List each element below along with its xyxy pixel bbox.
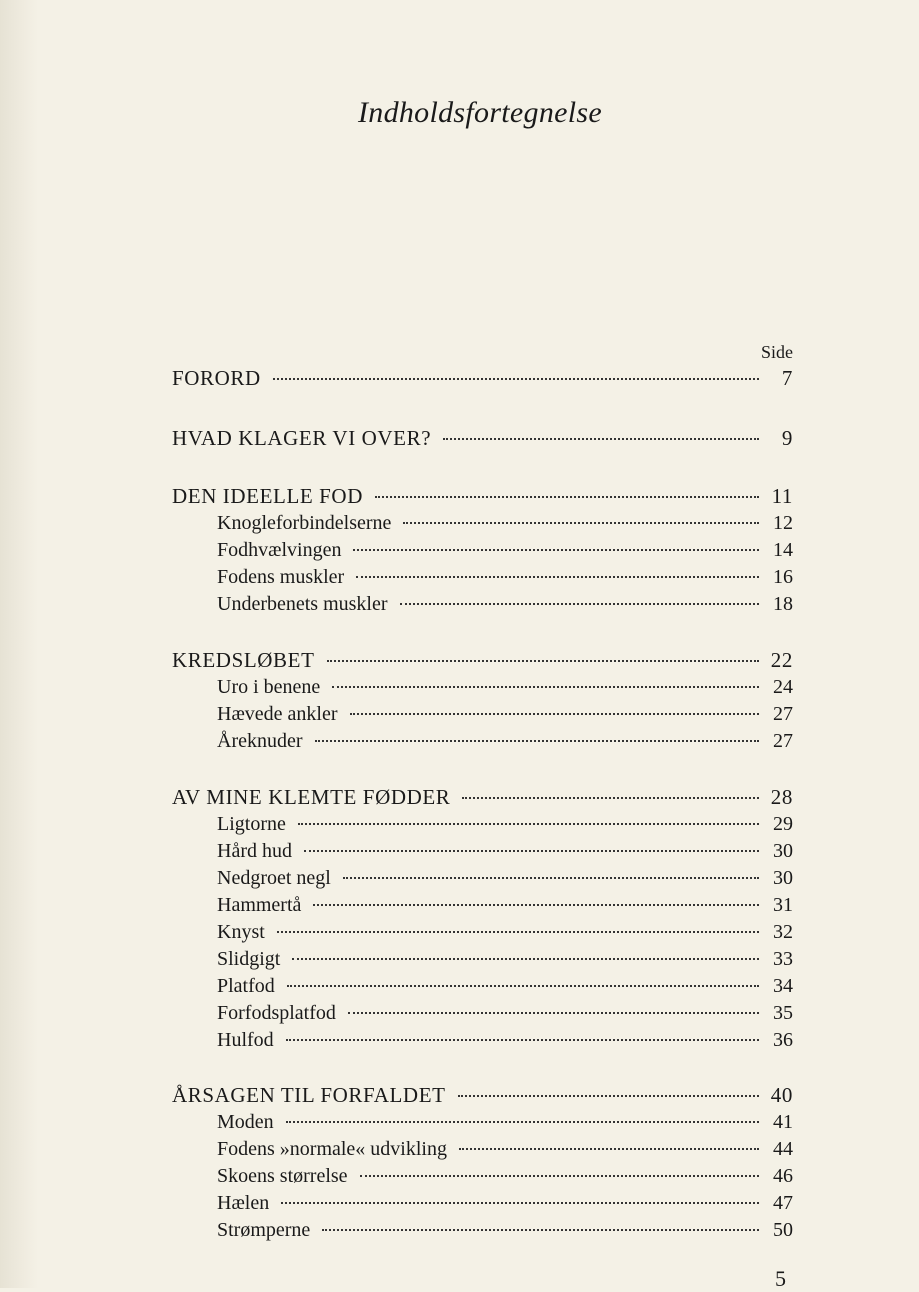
toc-entry-label: Slidgigt	[217, 948, 281, 970]
dot-leader	[360, 1175, 759, 1177]
toc-entry-page: 30	[773, 867, 793, 889]
toc-entry-label: Strømperne	[217, 1219, 311, 1241]
toc-section-entry	[217, 509, 793, 537]
toc-entry-label: HVAD KLAGER VI OVER?	[172, 426, 432, 450]
toc-entry-page: 44	[773, 1138, 793, 1160]
toc-section-entry	[217, 1135, 793, 1163]
toc-entry-page: 11	[771, 484, 793, 508]
toc-entry-label: Skoens størrelse	[217, 1165, 348, 1187]
toc-section-entry	[217, 673, 793, 701]
toc-entry-page: 24	[773, 676, 793, 698]
toc-entry-label: Knogleforbindelserne	[217, 512, 392, 534]
toc-entry-label: Hævede ankler	[217, 703, 338, 725]
toc-chapter-entry	[172, 646, 793, 674]
toc-entry-page: 50	[773, 1219, 793, 1241]
toc-chapter-entry	[172, 364, 793, 392]
toc-entry-label: Fodens muskler	[217, 566, 345, 588]
toc-entry-page: 12	[773, 512, 793, 534]
toc-entry-page: 16	[773, 566, 793, 588]
dot-leader	[403, 522, 759, 524]
toc-entry-page: 47	[773, 1192, 793, 1214]
toc-section-entry	[217, 999, 793, 1027]
toc-entry-page: 22	[770, 648, 793, 672]
dot-leader	[356, 576, 759, 578]
toc-entry-label: Platfod	[217, 975, 275, 997]
toc-section-entry	[217, 700, 793, 728]
dot-leader	[304, 850, 759, 852]
toc-section-entry	[217, 918, 793, 946]
dot-leader	[343, 877, 759, 879]
toc-entry-page: 29	[773, 813, 793, 835]
toc-entry-page: 7	[781, 366, 793, 390]
toc-entry-label: DEN IDEELLE FOD	[172, 484, 363, 508]
dot-leader	[400, 603, 759, 605]
toc-entry-label: Hælen	[217, 1192, 270, 1214]
toc-entry-label: Hård hud	[217, 840, 292, 862]
toc-section-entry	[217, 1189, 793, 1217]
toc-section-entry	[217, 590, 793, 618]
toc-chapter-entry	[172, 482, 793, 510]
toc-entry-page: 31	[773, 894, 793, 916]
toc-entry-label: Forfodsplatfod	[217, 1002, 336, 1024]
toc-section-entry	[217, 563, 793, 591]
dot-leader	[443, 438, 759, 440]
dot-leader	[332, 686, 759, 688]
page-number: 5	[775, 1266, 786, 1291]
dot-leader	[313, 904, 759, 906]
toc-entry-page: 33	[773, 948, 793, 970]
toc-entry-label: Knyst	[217, 921, 265, 943]
toc-section-entry	[217, 1216, 793, 1244]
dot-leader	[458, 1095, 759, 1097]
toc-entry-label: Underbenets muskler	[217, 593, 388, 615]
toc-entry-page: 46	[773, 1165, 793, 1187]
dot-leader	[286, 1121, 759, 1123]
toc-entry-page: 35	[773, 1002, 793, 1024]
toc-section-entry	[217, 1026, 793, 1054]
dot-leader	[287, 985, 759, 987]
dot-leader	[462, 797, 759, 799]
toc-entry-label: Fodhvælvingen	[217, 539, 342, 561]
toc-entry-page: 41	[773, 1111, 793, 1133]
toc-entry-label: FORORD	[172, 366, 261, 390]
toc-entry-label: AV MINE KLEMTE FØDDER	[172, 785, 451, 809]
toc-entry-page: 36	[773, 1029, 793, 1051]
toc-section-entry	[217, 837, 793, 865]
dot-leader	[375, 496, 759, 498]
dot-leader	[292, 958, 759, 960]
toc-entry-label: Nedgroet negl	[217, 867, 331, 889]
toc-section-entry	[217, 1108, 793, 1136]
toc-section-entry	[217, 810, 793, 838]
toc-entry-label: Fodens »normale« udvikling	[217, 1138, 447, 1160]
toc-section-entry	[217, 864, 793, 892]
toc-entry-label: Moden	[217, 1111, 274, 1133]
toc-entry-page: 40	[770, 1083, 793, 1107]
dot-leader	[273, 378, 759, 380]
toc-entry-label: Åreknuder	[217, 730, 303, 752]
toc-entry-label: Hammertå	[217, 894, 302, 916]
dot-leader	[327, 660, 760, 662]
toc-chapter-entry	[172, 424, 793, 452]
toc-section-entry	[217, 1162, 793, 1190]
dot-leader	[281, 1202, 759, 1204]
toc-entry-label: Uro i benene	[217, 676, 321, 698]
toc-chapter-entry	[172, 783, 793, 811]
toc-section-entry	[217, 536, 793, 564]
toc-entry-label: KREDSLØBET	[172, 648, 315, 672]
toc-section-entry	[217, 945, 793, 973]
dot-leader	[315, 740, 759, 742]
toc-entry-page: 18	[773, 593, 793, 615]
toc-entry-label: Hulfod	[217, 1029, 274, 1051]
toc-entry-page: 32	[773, 921, 793, 943]
toc-entry-page: 34	[773, 975, 793, 997]
toc-section-entry	[217, 727, 793, 755]
dot-leader	[277, 931, 759, 933]
dot-leader	[286, 1039, 759, 1041]
toc-section-entry	[217, 891, 793, 919]
page-title: Indholdsfortegnelse	[357, 96, 602, 129]
toc-entry-page: 9	[781, 426, 793, 450]
toc-entry-page: 14	[773, 539, 793, 561]
toc-chapter-entry	[172, 1081, 793, 1109]
toc-entry-page: 30	[773, 840, 793, 862]
toc-entry-label: Ligtorne	[217, 813, 286, 835]
dot-leader	[348, 1012, 759, 1014]
toc-entry-page: 27	[773, 703, 793, 725]
dot-leader	[322, 1229, 759, 1231]
toc-section-entry	[217, 972, 793, 1000]
dot-leader	[353, 549, 759, 551]
dot-leader	[298, 823, 759, 825]
toc-entry-page: 28	[770, 785, 793, 809]
toc-entry-page: 27	[773, 730, 793, 752]
toc-entry-label: ÅRSAGEN TIL FORFALDET	[172, 1083, 446, 1107]
dot-leader	[459, 1148, 759, 1150]
dot-leader	[350, 713, 759, 715]
page-column-header: Side	[760, 342, 793, 362]
